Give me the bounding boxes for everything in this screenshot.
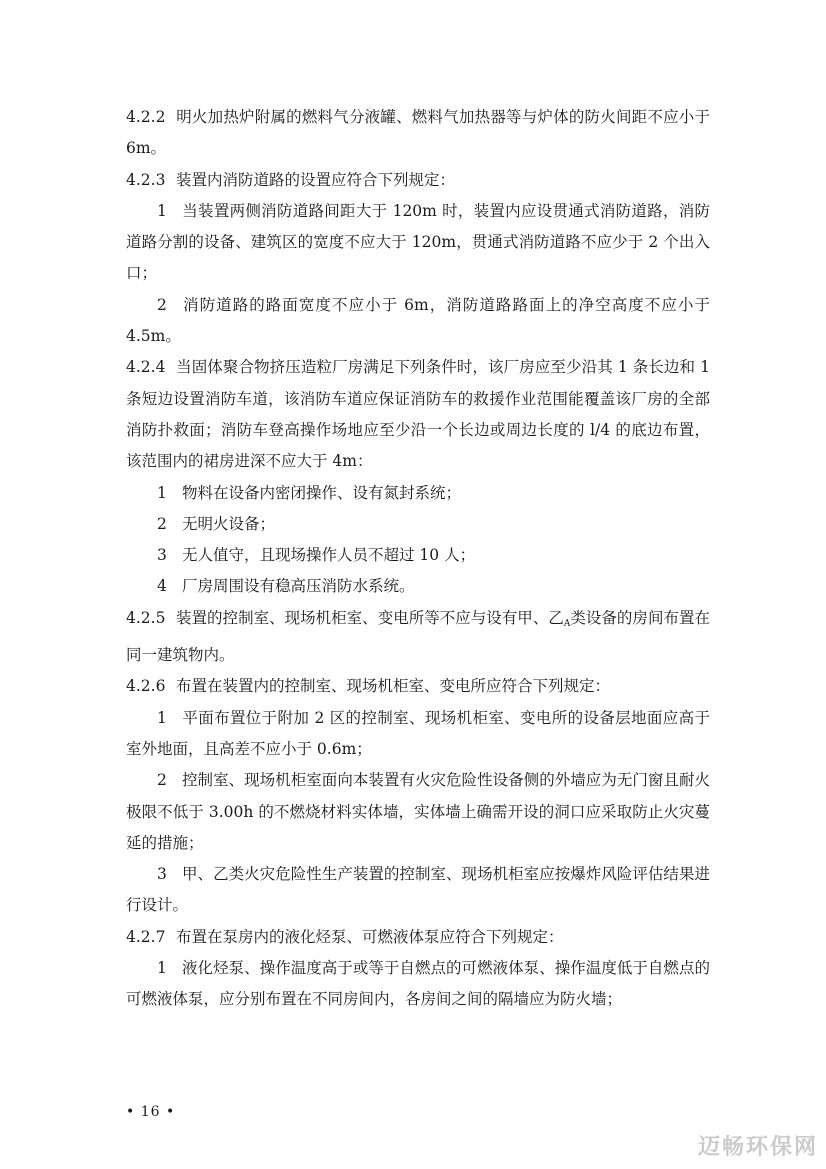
item-text: 液化烃泵、操作温度高于或等于自燃点的可燃液体泵、操作温度低于自燃点的可燃液体泵，应分别布置在不同房间内，各房间之间的隔墙应为防火墙； — [126, 959, 710, 1009]
clause-text: 类设备的房间布置在同一建筑物内。 — [126, 608, 710, 665]
item-number: 1 — [157, 708, 167, 727]
list-item — [126, 571, 710, 602]
list-item — [126, 859, 710, 922]
item-text: 物料在设备内密闭操作、设有氮封系统； — [182, 483, 462, 502]
list-item — [126, 290, 710, 353]
item-number: 1 — [157, 483, 167, 502]
clause-number: 4.2.2 — [126, 108, 166, 126]
clause-text: 布置在装置内的控制室、现场机柜室、变电所应符合下列规定： — [176, 677, 611, 696]
item-number: 2 — [157, 514, 167, 533]
clause-4-2-2 — [126, 102, 710, 165]
clause-number: 4.2.3 — [126, 170, 166, 189]
clause-number: 4.2.4 — [126, 358, 166, 377]
list-item — [126, 509, 710, 540]
list-item — [126, 703, 710, 766]
clause-text: 布置在泵房内的液化烃泵、可燃液体泵应符合下列规定： — [176, 927, 564, 946]
item-number: 2 — [157, 771, 167, 790]
item-number: 3 — [157, 546, 167, 565]
item-text: 无明火设备； — [182, 514, 276, 533]
clause-number: 4.2.7 — [126, 927, 166, 946]
clause-number: 4.2.6 — [126, 677, 166, 696]
document-body — [126, 102, 710, 1016]
item-number: 1 — [157, 959, 167, 978]
subscript: A — [563, 618, 571, 629]
item-text: 控制室、现场机柜室面向本装置有火灾危险性设备侧的外墙应为无门窗且耐火极限不低于 3.00h 的不燃烧材料实体墙，实体墙上确需开设的洞口应采取防止火灾蔓延的措施； — [126, 771, 710, 852]
clause-text: 装置内消防道路的设置应符合下列规定： — [176, 170, 456, 189]
list-item — [126, 196, 710, 290]
clause-4-2-3 — [126, 165, 710, 196]
clause-4-2-5 — [126, 603, 710, 672]
clause-text: 装置的控制室、现场机柜室、变电所等不应与设有甲、乙 — [176, 608, 564, 627]
clause-text: 明火加热炉附属的燃料气分液罐、燃料气加热器等与炉体的防火间距不应小于 6m。 — [126, 108, 710, 158]
list-item — [126, 765, 710, 859]
item-number: 3 — [157, 865, 167, 884]
page-number: • 16 • — [126, 1104, 176, 1120]
item-text: 当装置两侧消防道路间距大于 120m 时，装置内应设贯通式消防道路，消防道路分割的设备、建筑区的宽度不应大于 120m，贯通式消防道路不应少于 2 个出入口； — [126, 201, 710, 283]
clause-4-2-6 — [126, 671, 710, 702]
watermark: 迈畅环保网 — [697, 1135, 818, 1160]
list-item — [126, 953, 710, 1016]
item-text: 厂房周围设有稳高压消防水系统。 — [182, 577, 415, 596]
list-item — [126, 540, 710, 571]
clause-4-2-4 — [126, 352, 710, 477]
item-text: 甲、乙类火灾危险性生产装置的控制室、现场机柜室应按爆炸风险评估结果进行设计。 — [126, 865, 710, 915]
item-number: 4 — [157, 577, 167, 596]
item-text: 无人值守，且现场操作人员不超过 10 人； — [182, 546, 476, 565]
item-text: 消防道路的路面宽度不应小于 6m，消防道路路面上的净空高度不应小于 4.5m。 — [126, 295, 710, 346]
clause-4-2-7 — [126, 922, 710, 953]
item-number: 1 — [157, 201, 167, 220]
list-item — [126, 478, 710, 509]
clause-number: 4.2.5 — [126, 608, 166, 627]
clause-text: 当固体聚合物挤压造粒厂房满足下列条件时，该厂房应至少沿其 1 条长边和 1 条短边设置消防车道，该消防车道应保证消防车的救援作业范围能覆盖该厂房的全部消防扑救面；消防车登高操作场地应至少沿一个长边或周边长度的 l/4 的底边布置，该范围内的裙房进深不应大于 4m： — [126, 358, 710, 471]
item-number: 2 — [157, 295, 167, 314]
item-text: 平面布置位于附加 2 区的控制室、现场机柜室、变电所的设备层地面应高于室外地面，且高差不应小于 0.6m； — [126, 708, 710, 758]
